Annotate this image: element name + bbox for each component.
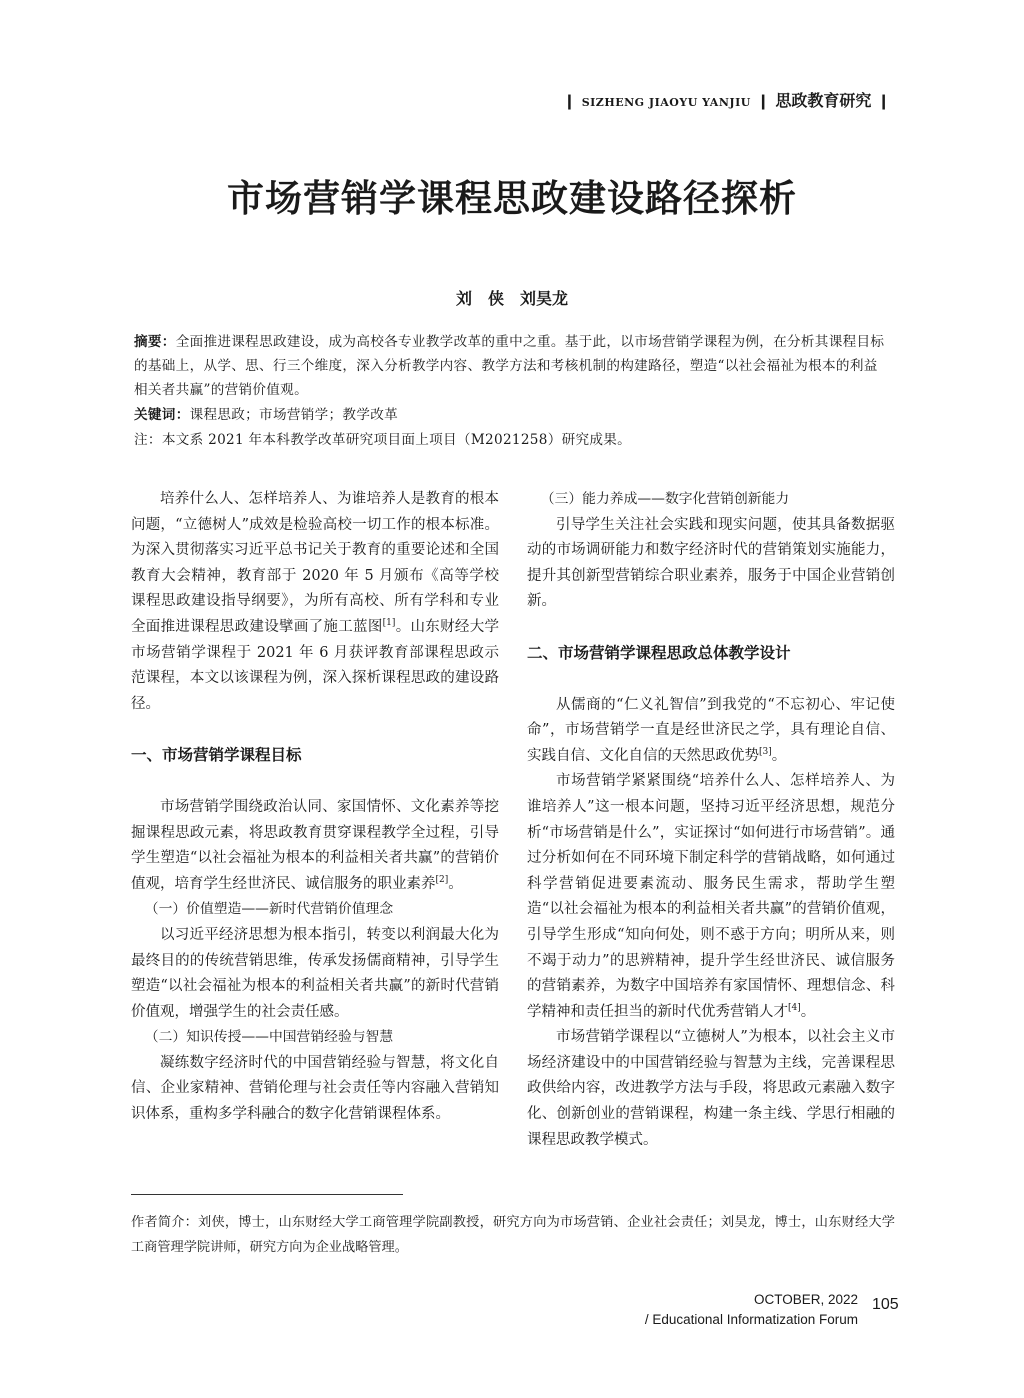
author-bio-footnote: 作者简介：刘侠，博士，山东财经大学工商管理学院副教授，研究方向为市场营销、企业社会责任；刘昊龙，博士，山东财经大学工商管理学院讲师，研究方向为企业战略管理。: [131, 1215, 895, 1255]
funding-note: 注：本文系 2021 年本科教学改革研究项目面上项目（M2021258）研究成果。: [134, 432, 632, 448]
subsection2-paragraph: 凝练数字经济时代的中国营销经验与智慧，将文化自信、企业家精神、营销伦理与社会责任等内容融入营销知识体系，重构多学科融合的数字化营销课程体系。: [131, 1054, 499, 1123]
section2-paragraph-3: 市场营销学课程以“立德树人”为根本，以社会主义市场经济建设中的中国营销经验与智慧为主线，完善课程思政供给内容，改进教学方法与手段，将思政元素融入数字化、创新创业的营销课程，构建一条主线、学思行相融的课程思政教学模式。: [527, 1029, 895, 1148]
keywords-text: 课程思政；市场营销学；教学改革: [189, 407, 398, 423]
header-separator: ❙: [563, 92, 576, 110]
right-column: [527, 487, 895, 1153]
citation-ref: [1]: [382, 618, 396, 629]
header-separator: ❙: [756, 92, 770, 110]
footnote-divider: [131, 1194, 403, 1195]
subsection-heading-2: （二）知识传授——中国营销经验与智慧: [144, 1029, 394, 1046]
section2-paragraph-1: 从儒商的“仁义礼智信”到我党的“不忘初心、牢记使命”，市场营销学一直是经世济民之学，具有理论自信、实践自信、文化自信的天然思政优势[3]。: [527, 696, 895, 764]
abstract-label: 摘要: [134, 334, 162, 350]
keywords: 关键词：课程思政；市场营销学；教学改革: [134, 407, 398, 423]
citation-ref: [4]: [788, 1002, 801, 1013]
left-column: [131, 487, 499, 1128]
abstract-text: 全面推进课程思政建设，成为高校各专业教学改革的重中之重。基于此，以市场营销学课程为例，在分析其课程目标的基础上，从学、思、行三个维度，深入分析教学内容、教学方法和考核机制的构建路径，塑造“以社会福祉为根本的利益相关者共赢”的营销价值观。: [134, 334, 885, 398]
section1-paragraph: 市场营销学围绕政治认同、家国情怀、文化素养等挖掘课程思政元素，将思政教育贯穿课程教学全过程，引导学生塑造“以社会福祉为根本的利益相关者共赢”的营销价值观，培育学生经世济民、诚信服务的职业素养[2]。: [131, 798, 499, 892]
keywords-label: 关键词: [134, 407, 176, 423]
issue-date: OCTOBER, 2022: [753, 1292, 858, 1307]
note-text: 本文系 2021 年本科教学改革研究项目面上项目（M2021258）研究成果。: [161, 432, 632, 448]
subsection3-paragraph: 引导学生关注社会实践和现实问题，使其具备数据驱动的市场调研能力和数字经济时代的营销策划实施能力，提升其创新型营销综合职业素养，服务于中国企业营销创新。: [527, 516, 895, 610]
subsection-heading-3: （三）能力养成——数字化营销创新能力: [540, 491, 790, 507]
journal-name-footer: / Educational Informatization Forum: [644, 1312, 858, 1327]
authors: 刘 侠 刘昊龙: [455, 289, 568, 308]
column-name: 思政教育研究: [775, 91, 872, 110]
abstract: 摘要：全面推进课程思政建设，成为高校各专业教学改革的重中之重。基于此，以市场营销学课程为例，在分析其课程目标的基础上，从学、思、行三个维度，深入分析教学内容、教学方法和考核机制的构建路径，塑造“以社会福祉为根本的利益相关者共赢”的营销价值观。: [134, 334, 885, 398]
page-footer: [645, 1290, 858, 1330]
citation-ref: [3]: [759, 746, 772, 757]
section-heading-1: 一、市场营销学课程目标: [131, 746, 302, 765]
journal-name-english: SIZHENG JIAOYU YANJIU: [581, 96, 751, 109]
section-heading-2: 二、市场营销学课程思政总体教学设计: [527, 643, 791, 662]
article-title: 市场营销学课程思政建设路径探析: [227, 177, 797, 220]
intro-paragraph: 培养什么人、怎样培养人、为谁培养人是教育的根本问题，“立德树人”成效是检验高校一切工作的根本标准。为深入贯彻落实习近平总书记关于教育的重要论述和全国教育大会精神，教育部于 2020 年 5 月颁布《高等学校课程思政建设指导纲要》，为所有高校、所有学科和专业全面推进课程思政建设擘画了施工蓝图[1]。山东财经大学市场营销学课程于 2021 年 6 月获评教育部课程思政示范课程，本文以该课程为例，深入探析课程思政的建设路径。: [131, 491, 500, 712]
section2-paragraph-2: 市场营销学紧紧围绕“培养什么人、怎样培养人、为谁培养人”这一根本问题，坚持习近平经济思想，规范分析“市场营销是什么”，实证探讨“如何进行市场营销”。通过分析如何在不同环境下制定科学的营销战略，如何通过科学营销促进要素流动、服务民生需求，帮助学生塑造“以社会福祉为根本的利益相关者共赢”的营销价值观，引导学生形成“知向何处，则不惑于方向；明所从来，则不竭于动力”的思辨精神，提升学生经世济民、诚信服务的营销素养，为数字中国培养有家国情怀、理想信念、科学精神和责任担当的新时代优秀营销人才[4]。: [527, 773, 895, 1020]
note-label: 注: [134, 432, 148, 448]
citation-ref: [2]: [435, 874, 449, 885]
subsection-heading-1: （一）价值塑造——新时代营销价值理念: [144, 901, 394, 918]
page-number: 105: [872, 1296, 899, 1313]
running-header: [557, 88, 896, 111]
header-separator: ❙: [877, 92, 890, 110]
subsection1-paragraph: 以习近平经济思想为根本指引，转变以利润最大化为最终目的的传统营销思维，传承发扬儒商精神，引导学生塑造“以社会福祉为根本的利益相关者共赢”的新时代营销价值观，增强学生的社会责任感。: [131, 926, 499, 1020]
